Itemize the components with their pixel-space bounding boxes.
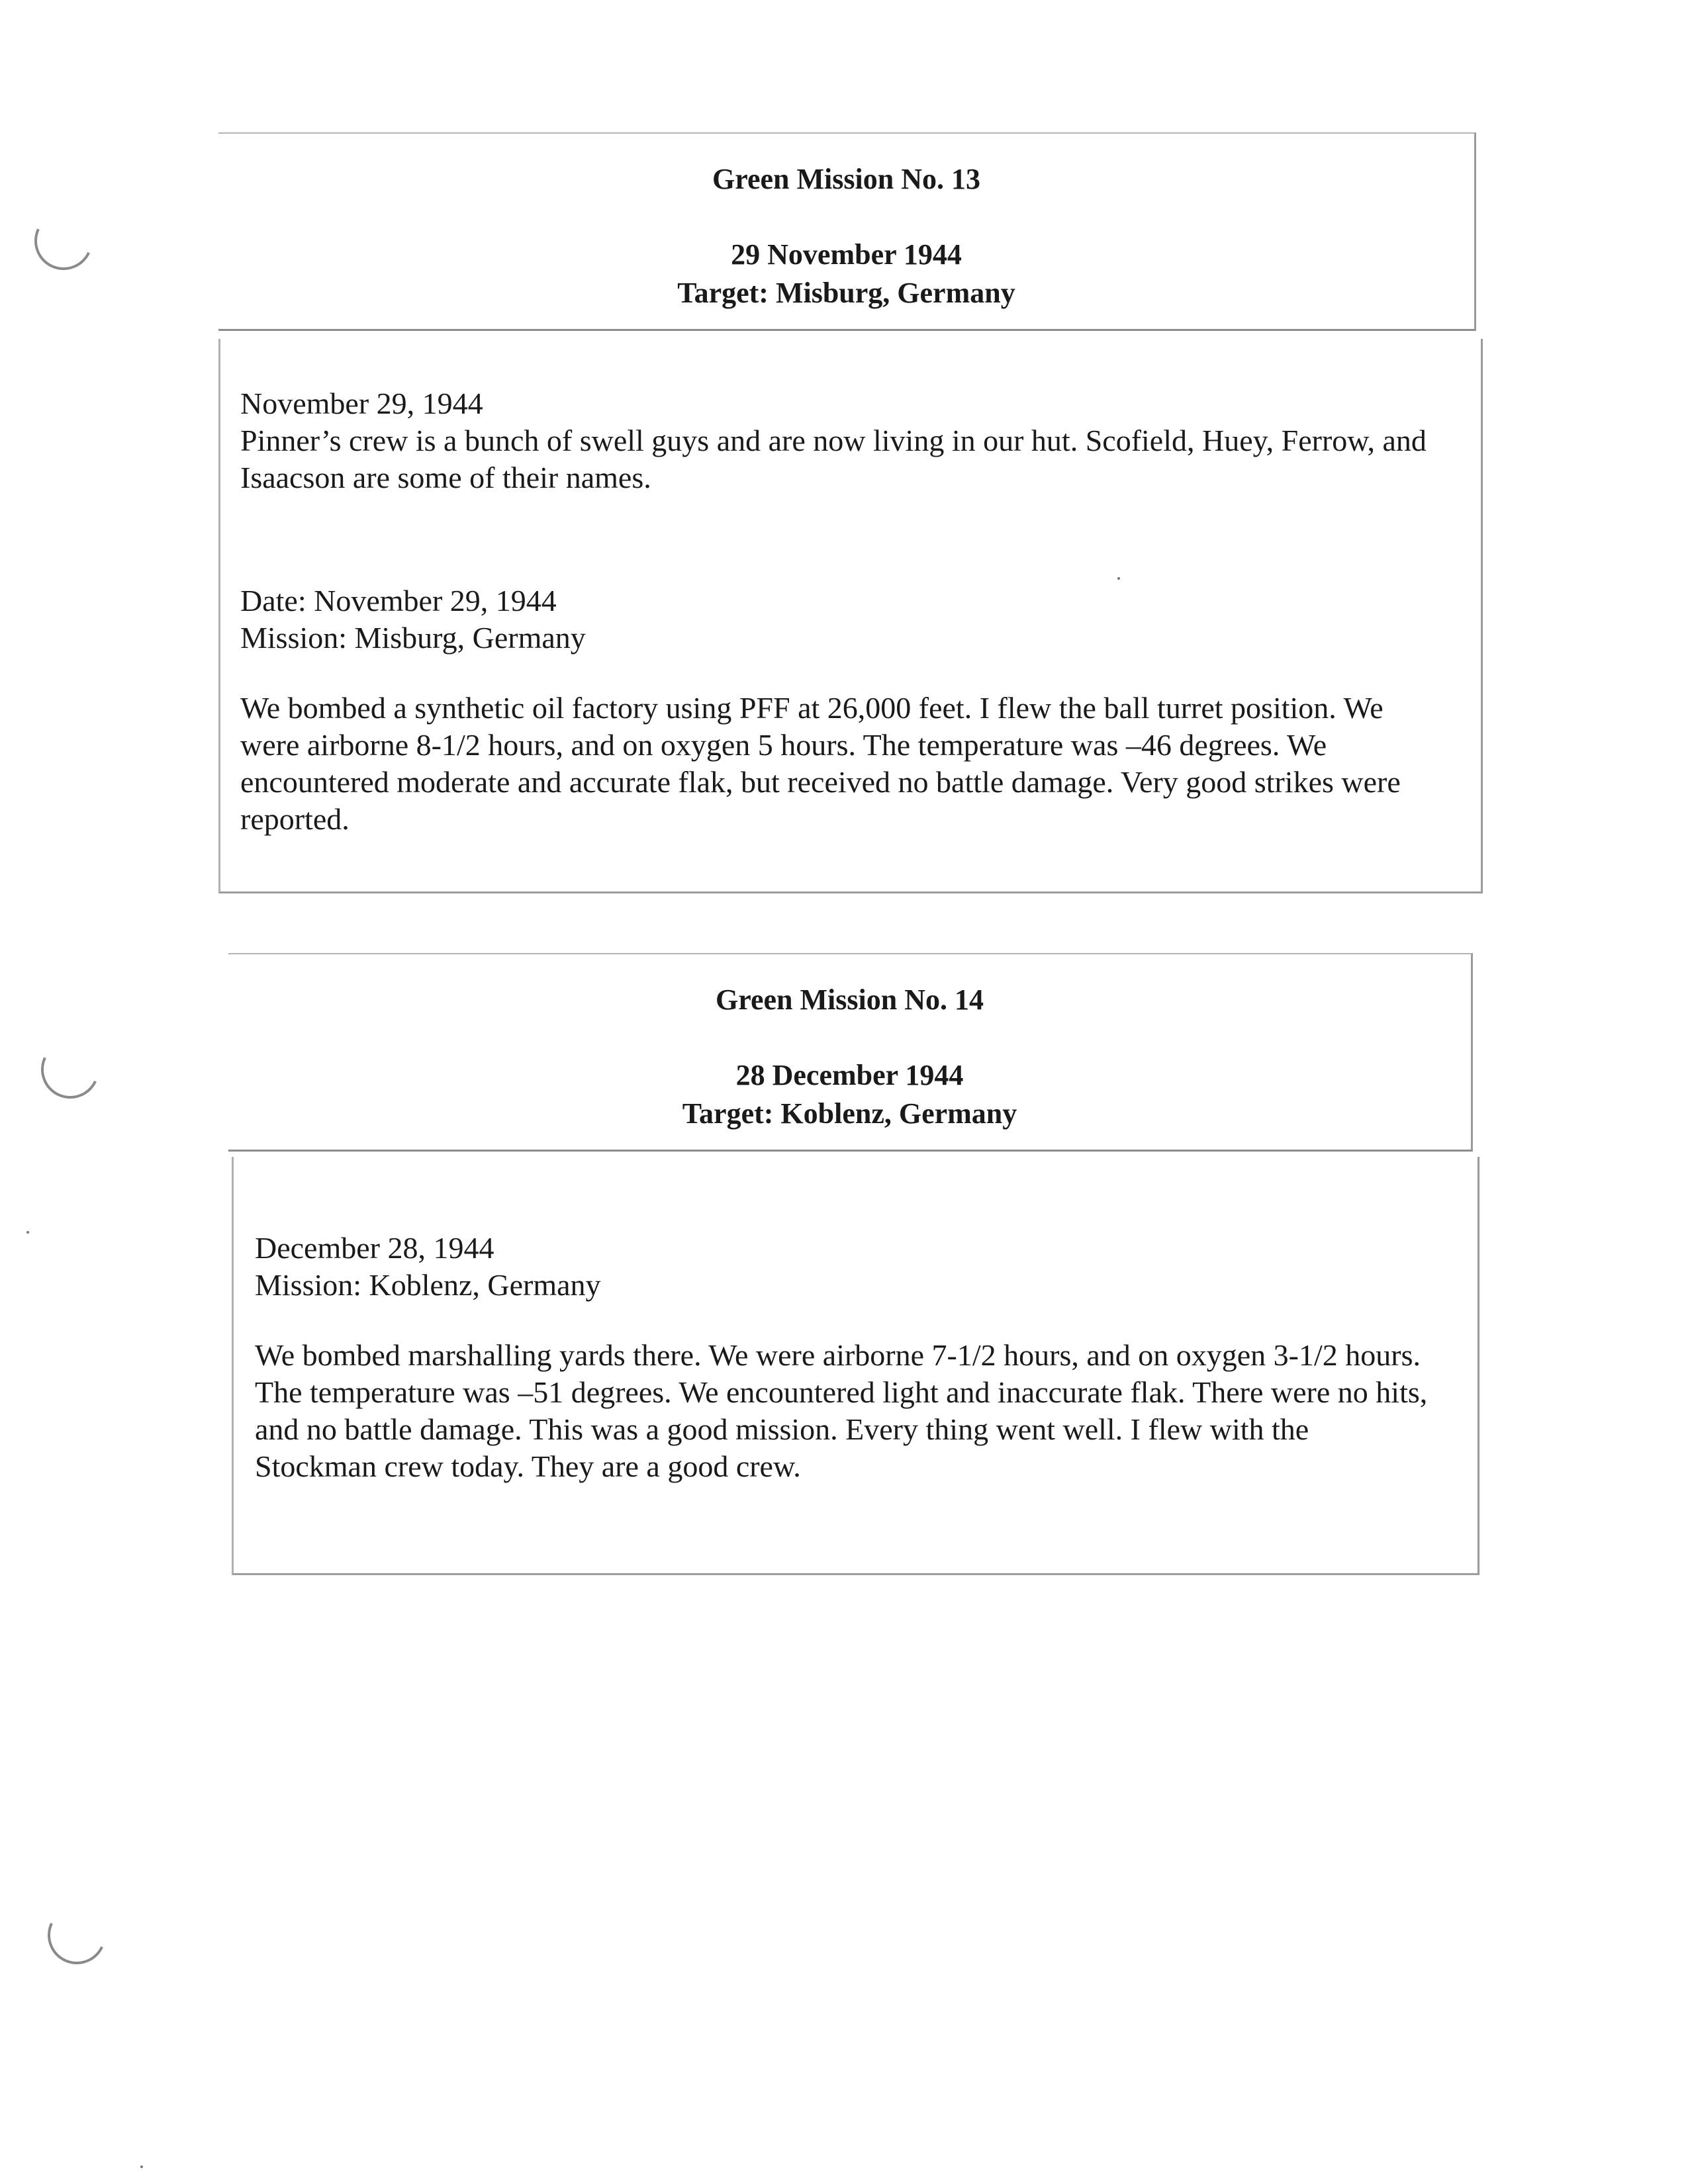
mission-14-entry-1-date: December 28, 1944 xyxy=(255,1231,494,1265)
mission-13-body xyxy=(218,339,1483,893)
mission-13-entry-1-date: November 29, 1944 xyxy=(240,387,483,420)
mission-13-entry-2-text: We bombed a synthetic oil factory using PFF at 26,000 feet. I flew the ball turret position. We were airborne 8-1/2 hours, and on oxygen 5 hours. The temperature was –46 degrees. We encountered moderate and accurate flak, but received no battle damage. Very good strikes were reported. xyxy=(240,691,1401,836)
scan-speck xyxy=(140,2165,143,2168)
punch-hole-bottom xyxy=(40,1898,115,1973)
scan-speck xyxy=(26,1231,29,1234)
scan-speck xyxy=(1117,577,1120,580)
mission-14-title: Green Mission No. 14 xyxy=(716,983,984,1016)
mission-13-title: Green Mission No. 13 xyxy=(712,163,980,195)
mission-14-entry-1-text: We bombed marshalling yards there. We were airborne 7-1/2 hours, and on oxygen 3-1/2 hours. The temperature was –51 degrees. We encountered light and inaccurate flak. There were no hits, and no battle damage. This was a good mission. Every thing went well. I flew with the Stockman crew today. They are a good crew. xyxy=(255,1338,1428,1483)
punch-hole-top xyxy=(26,204,101,279)
mission-14-date: 28 December 1944 xyxy=(735,1059,964,1091)
mission-14-header xyxy=(228,953,1473,1152)
mission-13-entry-2-mission: Mission: Misburg, Germany xyxy=(240,621,586,655)
mission-13-header xyxy=(218,132,1476,331)
mission-14-target: Target: Koblenz, Germany xyxy=(682,1097,1017,1130)
mission-13-target: Target: Misburg, Germany xyxy=(677,277,1015,309)
mission-14-entry-1-mission: Mission: Koblenz, Germany xyxy=(255,1268,601,1302)
mission-13-entry-1-text: Pinner’s crew is a bunch of swell guys and are now living in our hut. Scofield, Huey, Ferrow, and Isaacson are some of their names. xyxy=(240,424,1427,494)
mission-13-entry-2-date: Date: November 29, 1944 xyxy=(240,584,557,617)
punch-hole-middle xyxy=(33,1032,108,1107)
mission-13-date: 29 November 1944 xyxy=(731,238,962,271)
mission-14-body xyxy=(232,1157,1479,1575)
